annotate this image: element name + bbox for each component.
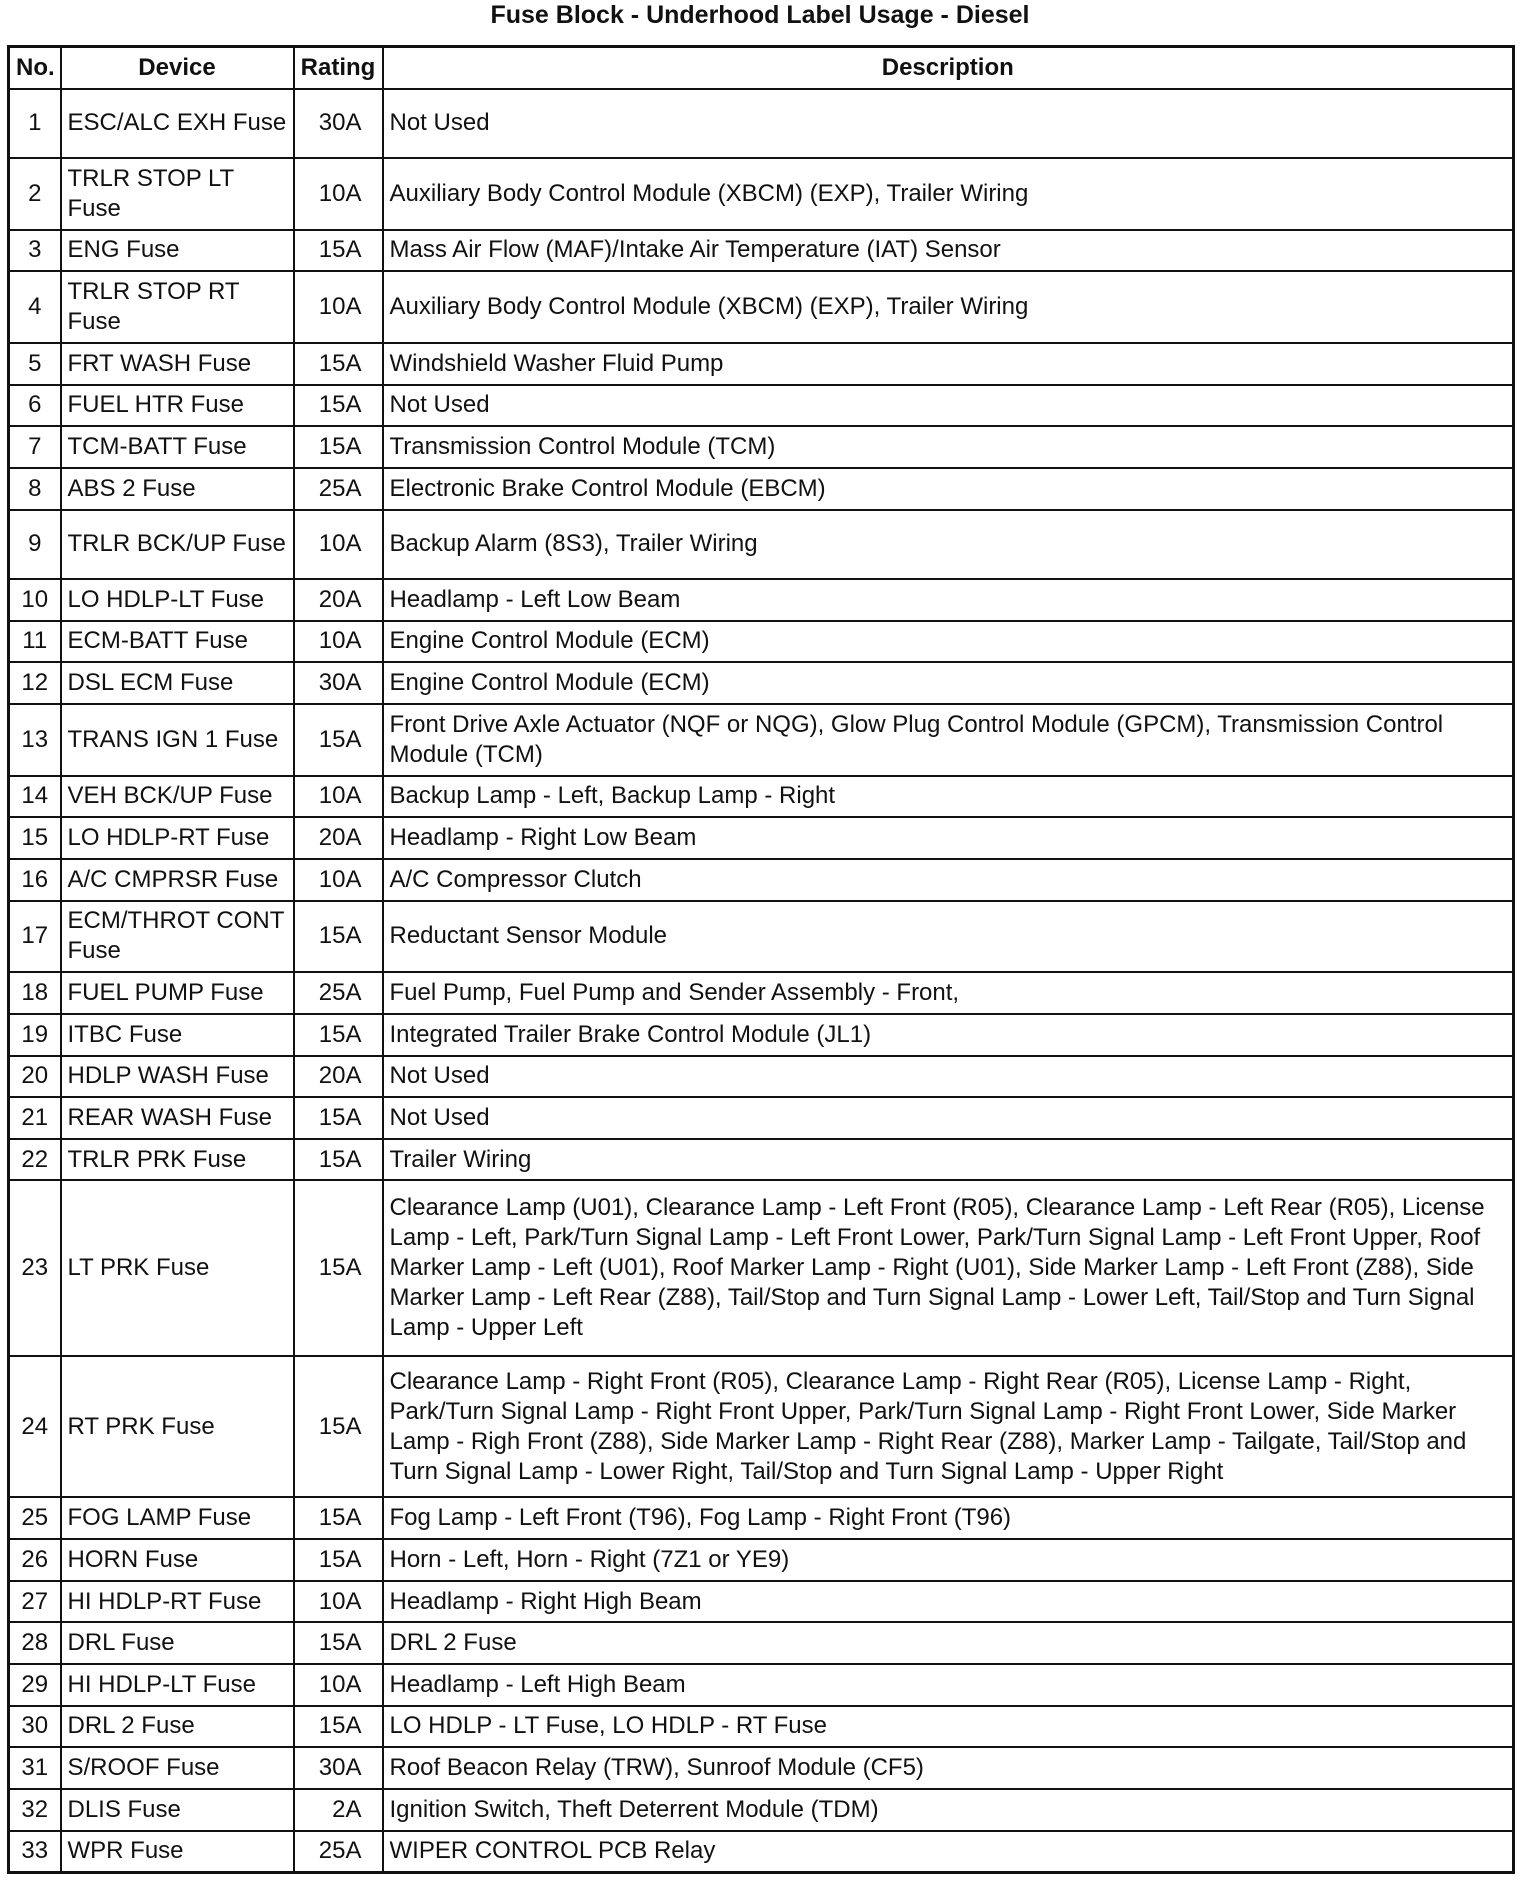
fuse-rating: 25A (294, 972, 383, 1014)
fuse-number: 17 (9, 901, 61, 973)
fuse-device: TRANS IGN 1 Fuse (61, 704, 294, 776)
table-row (9, 1789, 1514, 1831)
fuse-number: 22 (9, 1139, 61, 1181)
fuse-description: Not Used (383, 89, 1514, 158)
fuse-rating: 10A (294, 859, 383, 901)
table-row (9, 1497, 1514, 1539)
fuse-number: 24 (9, 1356, 61, 1497)
fuse-number: 32 (9, 1789, 61, 1831)
fuse-rating: 10A (294, 510, 383, 579)
fuse-description: WIPER CONTROL PCB Relay (383, 1831, 1514, 1873)
fuse-description: Headlamp - Left High Beam (383, 1664, 1514, 1706)
fuse-number: 21 (9, 1097, 61, 1139)
fuse-description: Fog Lamp - Left Front (T96), Fog Lamp - Right Front (T96) (383, 1497, 1514, 1539)
fuse-rating: 15A (294, 1356, 383, 1497)
fuse-rating: 15A (294, 1180, 383, 1356)
table-row (9, 579, 1514, 621)
fuse-rating: 20A (294, 579, 383, 621)
fuse-number: 16 (9, 859, 61, 901)
table-row (9, 468, 1514, 510)
fuse-description: Fuel Pump, Fuel Pump and Sender Assembly - Front, (383, 972, 1514, 1014)
fuse-rating: 10A (294, 621, 383, 663)
table-row (9, 901, 1514, 973)
fuse-number: 2 (9, 158, 61, 230)
fuse-rating: 15A (294, 230, 383, 272)
fuse-description: Mass Air Flow (MAF)/Intake Air Temperature (IAT) Sensor (383, 230, 1514, 272)
fuse-description: DRL 2 Fuse (383, 1622, 1514, 1664)
fuse-number: 18 (9, 972, 61, 1014)
fuse-number: 4 (9, 271, 61, 343)
table-row (9, 1056, 1514, 1098)
fuse-device: DRL Fuse (61, 1622, 294, 1664)
table-row (9, 1706, 1514, 1748)
fuse-device: ECM-BATT Fuse (61, 621, 294, 663)
table-row (9, 158, 1514, 230)
fuse-number: 12 (9, 662, 61, 704)
table-row (9, 662, 1514, 704)
column-header-rating: Rating (294, 47, 383, 89)
fuse-device: TRLR BCK/UP Fuse (61, 510, 294, 579)
fuse-number: 13 (9, 704, 61, 776)
fuse-number: 20 (9, 1056, 61, 1098)
fuse-device: REAR WASH Fuse (61, 1097, 294, 1139)
fuse-number: 6 (9, 385, 61, 427)
fuse-description: Headlamp - Left Low Beam (383, 579, 1514, 621)
fuse-device: S/ROOF Fuse (61, 1747, 294, 1789)
fuse-rating: 25A (294, 1831, 383, 1873)
table-row (9, 1356, 1514, 1497)
fuse-number: 15 (9, 817, 61, 859)
fuse-device: DLIS Fuse (61, 1789, 294, 1831)
fuse-rating: 15A (294, 385, 383, 427)
fuse-device: TRLR PRK Fuse (61, 1139, 294, 1181)
fuse-rating: 10A (294, 776, 383, 818)
fuse-number: 5 (9, 343, 61, 385)
table-row (9, 271, 1514, 343)
fuse-rating: 2A (294, 1789, 383, 1831)
fuse-number: 10 (9, 579, 61, 621)
fuse-description: Auxiliary Body Control Module (XBCM) (EXP), Trailer Wiring (383, 271, 1514, 343)
fuse-description: Transmission Control Module (TCM) (383, 426, 1514, 468)
table-row (9, 1622, 1514, 1664)
fuse-device: HI HDLP-RT Fuse (61, 1581, 294, 1623)
table-row (9, 385, 1514, 427)
fuse-description: LO HDLP - LT Fuse, LO HDLP - RT Fuse (383, 1706, 1514, 1748)
table-row (9, 1581, 1514, 1623)
fuse-device: ESC/ALC EXH Fuse (61, 89, 294, 158)
table-row (9, 1539, 1514, 1581)
table-row (9, 817, 1514, 859)
fuse-number: 29 (9, 1664, 61, 1706)
fuse-device: LT PRK Fuse (61, 1180, 294, 1356)
fuse-rating: 15A (294, 1014, 383, 1056)
fuse-number: 27 (9, 1581, 61, 1623)
fuse-device: FUEL HTR Fuse (61, 385, 294, 427)
page-title: Fuse Block - Underhood Label Usage - Diesel (490, 1, 1030, 29)
fuse-description: Engine Control Module (ECM) (383, 662, 1514, 704)
fuse-rating: 20A (294, 817, 383, 859)
fuse-rating: 15A (294, 1622, 383, 1664)
fuse-rating: 15A (294, 426, 383, 468)
fuse-rating: 10A (294, 1664, 383, 1706)
fuse-description: Headlamp - Right Low Beam (383, 817, 1514, 859)
fuse-device: DRL 2 Fuse (61, 1706, 294, 1748)
fuse-number: 30 (9, 1706, 61, 1748)
fuse-number: 9 (9, 510, 61, 579)
fuse-device: LO HDLP-RT Fuse (61, 817, 294, 859)
table-row (9, 972, 1514, 1014)
fuse-device: VEH BCK/UP Fuse (61, 776, 294, 818)
table-row (9, 1831, 1514, 1873)
column-header-description: Description (383, 47, 1514, 89)
fuse-device: HI HDLP-LT Fuse (61, 1664, 294, 1706)
table-row (9, 1747, 1514, 1789)
fuse-rating: 15A (294, 1139, 383, 1181)
table-row (9, 1097, 1514, 1139)
fuse-rating: 10A (294, 158, 383, 230)
fuse-device: HDLP WASH Fuse (61, 1056, 294, 1098)
table-row (9, 230, 1514, 272)
fuse-rating: 15A (294, 704, 383, 776)
fuse-rating: 30A (294, 1747, 383, 1789)
fuse-device: LO HDLP-LT Fuse (61, 579, 294, 621)
fuse-device: TRLR STOP RT Fuse (61, 271, 294, 343)
fuse-rating: 30A (294, 89, 383, 158)
fuse-device: TCM-BATT Fuse (61, 426, 294, 468)
fuse-rating: 30A (294, 662, 383, 704)
fuse-description: Ignition Switch, Theft Deterrent Module (TDM) (383, 1789, 1514, 1831)
table-row (9, 343, 1514, 385)
fuse-rating: 10A (294, 1581, 383, 1623)
fuse-device: FOG LAMP Fuse (61, 1497, 294, 1539)
fuse-table (7, 45, 1515, 1874)
fuse-description: Backup Alarm (8S3), Trailer Wiring (383, 510, 1514, 579)
fuse-rating: 15A (294, 1497, 383, 1539)
fuse-rating: 15A (294, 1539, 383, 1581)
table-row (9, 776, 1514, 818)
fuse-device: FUEL PUMP Fuse (61, 972, 294, 1014)
fuse-description: Headlamp - Right High Beam (383, 1581, 1514, 1623)
fuse-description: Reductant Sensor Module (383, 901, 1514, 973)
fuse-number: 7 (9, 426, 61, 468)
table-row (9, 426, 1514, 468)
fuse-description: Engine Control Module (ECM) (383, 621, 1514, 663)
fuse-number: 3 (9, 230, 61, 272)
fuse-description: A/C Compressor Clutch (383, 859, 1514, 901)
fuse-device: A/C CMPRSR Fuse (61, 859, 294, 901)
fuse-device: FRT WASH Fuse (61, 343, 294, 385)
table-row (9, 1014, 1514, 1056)
fuse-device: TRLR STOP LT Fuse (61, 158, 294, 230)
fuse-description: Not Used (383, 385, 1514, 427)
fuse-rating: 15A (294, 343, 383, 385)
fuse-description: Clearance Lamp - Right Front (R05), Clearance Lamp - Right Rear (R05), License Lamp - Right, Park/Turn Signal Lamp - Right Front Upper, Park/Turn Signal Lamp - Right Front Lower, Side Marker Lamp - Righ Front (Z88), Side Marker Lamp - Right Rear (Z88), Marker Lamp - Tailgate, Tail/Stop and Turn Signal Lamp - Lower Right, Tail/Stop and Turn Signal Lamp - Upper Right (383, 1356, 1514, 1497)
fuse-description: Horn - Left, Horn - Right (7Z1 or YE9) (383, 1539, 1514, 1581)
fuse-number: 31 (9, 1747, 61, 1789)
fuse-rating: 20A (294, 1056, 383, 1098)
fuse-description: Electronic Brake Control Module (EBCM) (383, 468, 1514, 510)
fuse-rating: 10A (294, 271, 383, 343)
fuse-description: Integrated Trailer Brake Control Module (JL1) (383, 1014, 1514, 1056)
table-header-row (9, 47, 1514, 89)
fuse-description: Windshield Washer Fluid Pump (383, 343, 1514, 385)
fuse-rating: 25A (294, 468, 383, 510)
fuse-description: Roof Beacon Relay (TRW), Sunroof Module (CF5) (383, 1747, 1514, 1789)
fuse-rating: 15A (294, 1706, 383, 1748)
fuse-number: 11 (9, 621, 61, 663)
fuse-description: Not Used (383, 1097, 1514, 1139)
fuse-rating: 15A (294, 901, 383, 973)
fuse-device: RT PRK Fuse (61, 1356, 294, 1497)
fuse-description: Auxiliary Body Control Module (XBCM) (EXP), Trailer Wiring (383, 158, 1514, 230)
fuse-device: ABS 2 Fuse (61, 468, 294, 510)
fuse-description: Backup Lamp - Left, Backup Lamp - Right (383, 776, 1514, 818)
fuse-number: 8 (9, 468, 61, 510)
fuse-number: 23 (9, 1180, 61, 1356)
fuse-number: 1 (9, 89, 61, 158)
table-row (9, 1139, 1514, 1181)
fuse-device: DSL ECM Fuse (61, 662, 294, 704)
table-row (9, 89, 1514, 158)
fuse-number: 26 (9, 1539, 61, 1581)
fuse-number: 33 (9, 1831, 61, 1873)
fuse-device: ENG Fuse (61, 230, 294, 272)
fuse-device: WPR Fuse (61, 1831, 294, 1873)
fuse-number: 28 (9, 1622, 61, 1664)
table-row (9, 859, 1514, 901)
fuse-number: 19 (9, 1014, 61, 1056)
column-header-no: No. (9, 47, 61, 89)
fuse-description: Clearance Lamp (U01), Clearance Lamp - Left Front (R05), Clearance Lamp - Left Rear (R05), License Lamp - Left, Park/Turn Signal Lamp - Left Front Lower, Park/Turn Signal Lamp - Left Front Upper, Roof Marker Lamp - Left (U01), Roof Marker Lamp - Right (U01), Side Marker Lamp - Left Front (Z88), Side Marker Lamp - Left Rear (Z88), Tail/Stop and Turn Signal Lamp - Lower Left, Tail/Stop and Turn Signal Lamp - Upper Left (383, 1180, 1514, 1356)
fuse-description: Trailer Wiring (383, 1139, 1514, 1181)
table-row (9, 704, 1514, 776)
fuse-description: Front Drive Axle Actuator (NQF or NQG), Glow Plug Control Module (GPCM), Transmission Control Module (TCM) (383, 704, 1514, 776)
fuse-device: ECM/THROT CONT Fuse (61, 901, 294, 973)
table-row (9, 1664, 1514, 1706)
table-row (9, 621, 1514, 663)
fuse-rating: 15A (294, 1097, 383, 1139)
fuse-description: Not Used (383, 1056, 1514, 1098)
fuse-device: ITBC Fuse (61, 1014, 294, 1056)
fuse-device: HORN Fuse (61, 1539, 294, 1581)
fuse-number: 25 (9, 1497, 61, 1539)
table-row (9, 510, 1514, 579)
table-row (9, 1180, 1514, 1356)
column-header-device: Device (61, 47, 294, 89)
fuse-number: 14 (9, 776, 61, 818)
